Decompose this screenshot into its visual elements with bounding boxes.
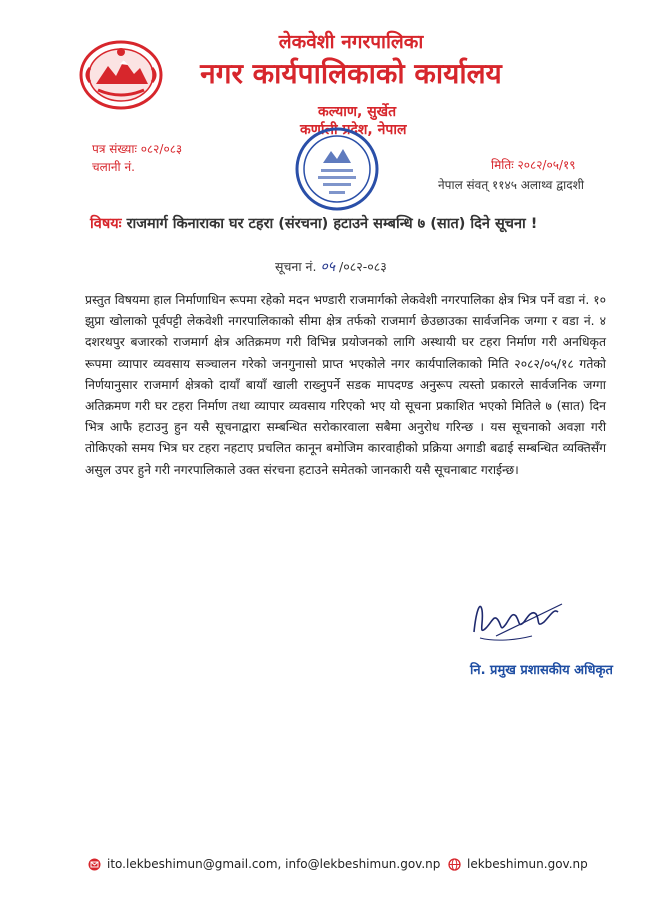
nepal-samvat-date: नेपाल संवत् ११४५ अलाथ्व द्वादशी xyxy=(438,178,584,192)
subject-label: विषयः xyxy=(90,216,122,232)
office-name: नगर कार्यपालिकाको कार्यालय xyxy=(200,57,502,90)
municipality-name: लेकवेशी नगरपालिका xyxy=(278,31,424,53)
notice-body: प्रस्तुत विषयमा हाल निर्माणाधिन रूपमा रहेको मदन भण्डारी राजमार्गको लेकवेशी नगरपालिका क्षेत्र भित्र पर्ने वडा नं. १० झुप्रा खोलाको पूर्वपट्टी लेकवेशी नगरपालिकाको सीमा क्षेत्र तर्फको राजमार्ग छेउछाउका सार्वजनिक जग्गा र वडा नं. ४ दशरथपुर बजारको राजमार्ग क्षेत्र अतिक्रमण गरी विभिन्न प्रयोजनको लागि अस्थायी घर टहरा निर्माण गरी अनधिकृत रूपमा व्यापार व्यवसाय सञ्चालन गरेको जनगुनासो प्राप्त भएकोले नगर कार्यपालिकाको मिति २०८२/०५/१८ गतेको निर्णयानुसार राजमार्ग क्षेत्रको दायाँ बायाँ खाली राख्नुपर्ने सडक मापदण्ड अनुरूप त्यस्तो प्रकारले सार्वजनिक जग्गा अतिक्रमण गरी घर टहरा निर्माण तथा व्यापार व्यवसाय गरिएको भए यो सूचना प्रकाशित भएको मितिले ७ (सात) दिन भित्र आफै हटाउनु हुन यसै सूचनाद्वारा सम्बन्धित सरोकारवाला सबैमा अनुरोध गरिन्छ । यस सूचनाको अवज्ञा गरी तोकिएको समय भित्र घर टहरा नहटाए प्रचलित कानून बमोजिम कारवाहीको प्रक्रिया अगाडी बढाई सम्बन्धित व्यक्तिसँग असुल उपर हुने गरी नगरपालिकाले उक्त संरचना हटाउने समेतको जानकारी यसै सूचनाबाट गराईन्छ। xyxy=(85,293,606,477)
mail-icon xyxy=(88,858,101,871)
notice-number xyxy=(275,257,387,276)
date: मितिः २०८२/०५/१९ xyxy=(491,158,576,172)
address-line-2: कर्णाली प्रदेश, नेपाल xyxy=(300,122,407,138)
dispatch-number: चलानी नं. xyxy=(92,160,135,174)
footer-website-text[interactable]: lekbeshimun.gov.np xyxy=(467,857,588,871)
signer-title: नि. प्रमुख प्रशासकीय अधिकृत xyxy=(470,663,613,678)
notice-suffix: /०८२-०८३ xyxy=(338,259,387,274)
notice-handwritten-number: ०५ xyxy=(320,259,335,275)
subject-line xyxy=(90,213,610,233)
footer-email xyxy=(88,857,440,871)
footer xyxy=(88,857,588,877)
letter-number: पत्र संख्याः ०८२/०८३ xyxy=(92,142,183,156)
address-line-1: कल्याण, सुर्खेत xyxy=(318,104,397,120)
footer-website xyxy=(448,857,588,871)
notice-prefix: सूचना नं. xyxy=(275,259,317,274)
office-stamp-icon xyxy=(293,125,381,213)
globe-icon xyxy=(448,858,461,871)
subject-text: राजमार्ग किनाराका घर टहरा (संरचना) हटाउने सम्बन्धि ७ (सात) दिने सूचना ! xyxy=(126,216,538,232)
footer-email-text[interactable]: ito.lekbeshimun@gmail.com, info@lekbeshimun.gov.np xyxy=(107,857,441,871)
signature-icon xyxy=(466,592,566,647)
